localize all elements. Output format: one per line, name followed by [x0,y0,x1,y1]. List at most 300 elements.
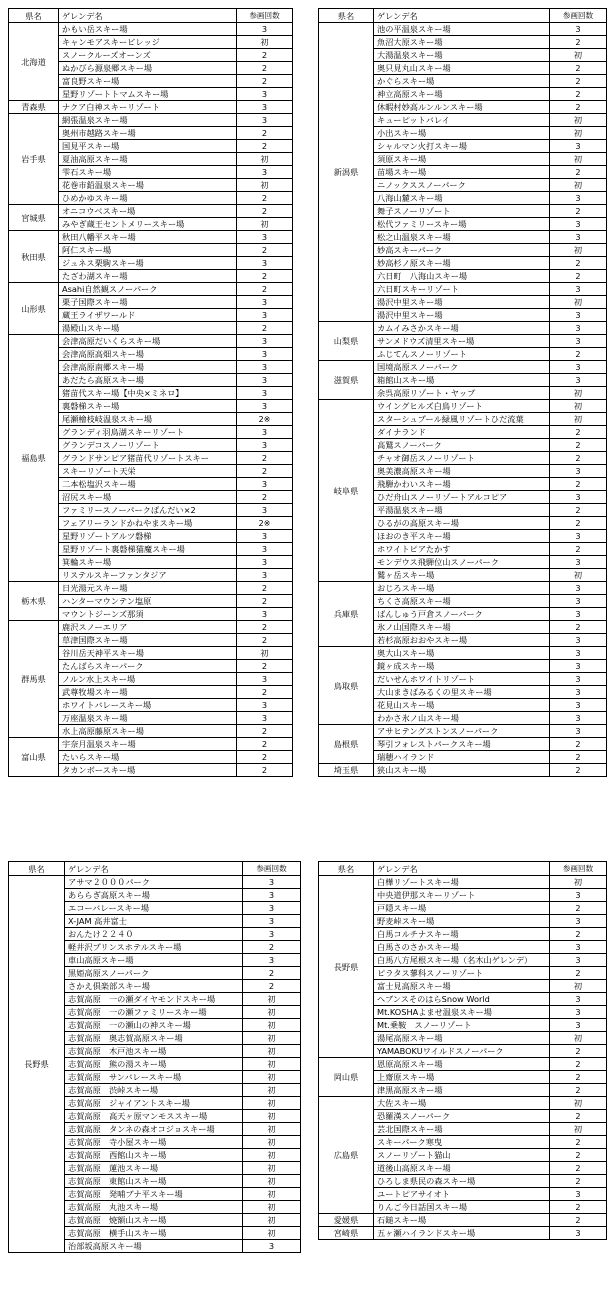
participation-count-cell: 3 [237,296,293,309]
participation-count-cell: 初 [243,993,301,1006]
participation-count-cell: 2 [550,1058,607,1071]
prefecture-cell: 新潟県 [319,23,374,322]
resort-name-cell: 平湯温泉スキー場 [374,504,550,517]
participation-count-cell: 3 [550,725,607,738]
table-header-row [9,862,301,876]
participation-count-cell: 初 [550,1123,607,1136]
table-row [9,621,293,634]
resort-name-cell: 石鎚スキー場 [374,1214,550,1227]
participation-count-cell: 3 [550,889,607,902]
participation-count-cell: 3 [237,257,293,270]
resort-name-cell: 志賀高原 焼額山スキー場 [65,1214,243,1227]
prefecture-cell: 栃木県 [9,582,59,621]
participation-count-cell: 2 [243,941,301,954]
header-pref: 県名 [319,862,374,876]
participation-count-cell: 初 [550,114,607,127]
resort-name-cell: 池の平温泉スキー場 [374,23,550,36]
resort-name-cell: だいせんホワイトリゾート [374,673,550,686]
resort-name-cell: 鷲ヶ岳スキー場 [374,569,550,582]
prefecture-cell: 愛媛県 [319,1214,374,1227]
participation-count-cell: 初 [237,36,293,49]
participation-count-cell: 初 [237,647,293,660]
participation-count-cell: 2 [237,244,293,257]
table-row [9,231,293,244]
resort-name-cell: あだたら高原スキー場 [59,374,237,387]
resort-name-cell: 高鷲スノーパーク [374,439,550,452]
participation-count-cell: 2 [550,1149,607,1162]
header-count: 参画回数 [237,9,293,23]
resort-name-cell: ファミリースノーパークばんだい×2 [59,504,237,517]
header-name: ゲレンデ名 [374,862,550,876]
participation-count-cell: 初 [243,1110,301,1123]
participation-count-cell: 初 [243,1149,301,1162]
participation-count-cell: 3 [550,218,607,231]
table-row [319,1214,607,1227]
participation-count-cell: 3 [550,465,607,478]
resort-name-cell: おじろスキー場 [374,582,550,595]
participation-count-cell: 2 [550,452,607,465]
resort-name-cell: 日光湯元スキー場 [59,582,237,595]
resort-name-cell: 水上高原藤原スキー場 [59,725,237,738]
prefecture-cell: 広島県 [319,1097,374,1214]
participation-count-cell: 3 [550,374,607,387]
resort-name-cell: ダイナランド [374,426,550,439]
resort-name-cell: マウントジーンズ那須 [59,608,237,621]
participation-count-cell: 2 [550,967,607,980]
participation-count-cell: 2 [550,504,607,517]
participation-count-cell: 初 [550,179,607,192]
participation-count-cell: 2 [550,738,607,751]
resort-name-cell: ひだ舟山スノーリゾートアルコピア [374,491,550,504]
participation-count-cell: 3 [550,608,607,621]
participation-count-cell: 3 [550,915,607,928]
resort-name-cell: 花見山スキー場 [374,699,550,712]
resort-name-cell: YAMABOKUワイルドスノーパーク [374,1045,550,1058]
resort-name-cell: 宇奈月温泉スキー場 [59,738,237,751]
resort-name-cell: 志賀高原 ジャイアントスキー場 [65,1097,243,1110]
resort-name-cell: 会津高原南郷スキー場 [59,361,237,374]
table-row [319,725,607,738]
participation-count-cell: 2 [550,1084,607,1097]
prefecture-cell: 福島県 [9,335,59,582]
resort-name-cell: 会津高原高畑スキー場 [59,348,237,361]
participation-count-cell: 3 [550,23,607,36]
table-row [319,361,607,374]
resort-name-cell: 六日町スキーリゾート [374,283,550,296]
resort-name-cell: 鏡ヶ成スキー場 [374,660,550,673]
ski-resort-table-3 [8,861,301,1253]
resort-name-cell: 志賀高原 横手山スキー場 [65,1227,243,1240]
participation-count-cell: 2 [550,166,607,179]
table-header-row [319,862,607,876]
participation-count-cell: 3 [237,608,293,621]
header-pref: 県名 [9,862,65,876]
resort-name-cell: モンデウス飛騨位山スノーパーク [374,556,550,569]
resort-name-cell: 尾瀬檜枝岐温泉スキー場 [59,413,237,426]
participation-count-cell: 3 [237,335,293,348]
resort-name-cell: 網張温泉スキー場 [59,114,237,127]
participation-count-cell: 2 [237,595,293,608]
resort-name-cell: 須原スキー場 [374,153,550,166]
resort-name-cell: X-JAM 高井富士 [65,915,243,928]
resort-name-cell: キューピットバレイ [374,114,550,127]
participation-count-cell: 初 [243,1058,301,1071]
participation-count-cell: 3 [550,954,607,967]
participation-count-cell: 2 [237,686,293,699]
participation-count-cell: 2 [237,725,293,738]
resort-name-cell: 志賀高原 東館山スキー場 [65,1175,243,1188]
resort-name-cell: グランディ羽鳥湖スキーリゾート [59,426,237,439]
prefecture-cell: 岩手県 [9,114,59,205]
participation-count-cell: 3 [550,556,607,569]
participation-count-cell: 3 [550,1006,607,1019]
participation-count-cell: 2 [237,192,293,205]
resort-name-cell: 湯尾高原スキー場 [374,1032,550,1045]
resort-name-cell: 恐羅漢スノーパーク [374,1110,550,1123]
participation-count-cell: 3 [243,915,301,928]
table-row [9,23,293,36]
participation-count-cell: 3 [237,504,293,517]
resort-name-cell: 志賀高原 蓮池スキー場 [65,1162,243,1175]
resort-name-cell: ほおのき平スキー場 [374,530,550,543]
participation-count-cell: 3 [550,322,607,335]
participation-count-cell: 初 [243,1227,301,1240]
resort-name-cell: 志賀高原 一の瀬ファミリースキー場 [65,1006,243,1019]
participation-count-cell: 3 [550,361,607,374]
participation-count-cell: 2 [237,322,293,335]
participation-count-cell: 2 [237,62,293,75]
resort-name-cell: 大湯温泉スキー場 [374,49,550,62]
resort-name-cell: スノーリゾート猫山 [374,1149,550,1162]
resort-name-cell: 沼尻スキー場 [59,491,237,504]
participation-count-cell: 3 [237,426,293,439]
resort-name-cell: Asahi自然観スノーパーク [59,283,237,296]
participation-count-cell: 2 [550,1071,607,1084]
participation-count-cell: 3 [237,231,293,244]
participation-count-cell: 2 [550,1045,607,1058]
participation-count-cell: 2 [550,62,607,75]
header-name: ゲレンデ名 [59,9,237,23]
participation-count-cell: 3 [237,88,293,101]
resort-name-cell: スターシュプール緑風リゾートひだ流葉 [374,413,550,426]
participation-count-cell: 初 [243,1032,301,1045]
participation-count-cell: 初 [550,387,607,400]
participation-count-cell: 3 [550,283,607,296]
participation-count-cell: 初 [243,1006,301,1019]
resort-name-cell: 志賀高原 一の瀬山の神スキー場 [65,1019,243,1032]
participation-count-cell: 3 [550,686,607,699]
prefecture-cell: 秋田県 [9,231,59,283]
participation-count-cell: 2 [550,348,607,361]
resort-name-cell: アサマ２０００パーク [65,876,243,889]
participation-count-cell: 初 [237,218,293,231]
participation-count-cell: 3 [237,673,293,686]
resort-name-cell: 湯沢中里スキー場 [374,296,550,309]
resort-name-cell: スノークルーズオーンズ [59,49,237,62]
participation-count-cell: 2 [237,140,293,153]
participation-count-cell: 初 [243,1019,301,1032]
resort-name-cell: 松之山温泉スキー場 [374,231,550,244]
resort-name-cell: たざわ湖スキー場 [59,270,237,283]
resort-name-cell: 余呉高原リゾート・ヤップ [374,387,550,400]
participation-count-cell: 3 [237,166,293,179]
participation-count-cell: 初 [550,980,607,993]
participation-count-cell: 初 [243,1162,301,1175]
participation-count-cell: 3 [550,1227,607,1240]
participation-count-cell: 3 [550,595,607,608]
table-row [319,1058,607,1071]
participation-count-cell: 3 [243,1240,301,1253]
participation-count-cell: 2 [243,980,301,993]
participation-count-cell: 3 [550,1019,607,1032]
resort-name-cell: 恩原高原スキー場 [374,1058,550,1071]
participation-count-cell: 初 [550,569,607,582]
participation-count-cell: 2 [237,127,293,140]
participation-count-cell: 3 [550,941,607,954]
participation-count-cell: 2 [237,738,293,751]
resort-name-cell: タカンボースキー場 [59,764,237,777]
resort-name-cell: 志賀高原 寺小屋スキー場 [65,1136,243,1149]
participation-count-cell: 2 [550,75,607,88]
participation-count-cell: 3 [550,335,607,348]
resort-name-cell: 星野リゾートアルツ磐梯 [59,530,237,543]
resort-name-cell: 野麦峠スキー場 [374,915,550,928]
resort-name-cell: 谷川岳天神平スキー場 [59,647,237,660]
resort-name-cell: 秋田八幡平スキー場 [59,231,237,244]
prefecture-cell: 富山県 [9,738,59,777]
participation-count-cell: 2 [550,543,607,556]
resort-name-cell: 苗場スキー場 [374,166,550,179]
resort-name-cell: 志賀高原 発哺ブナ平スキー場 [65,1188,243,1201]
participation-count-cell: 2 [550,764,607,777]
participation-count-cell: 2 [237,491,293,504]
participation-count-cell: 初 [243,1201,301,1214]
resort-name-cell: 箱館山スキー場 [374,374,550,387]
prefecture-cell: 山形県 [9,283,59,335]
resort-name-cell: チャオ御岳スノーリゾート [374,452,550,465]
resort-name-cell: 白樺リゾートスキー場 [374,876,550,889]
header-count: 参画回数 [243,862,301,876]
prefecture-cell: 滋賀県 [319,361,374,400]
resort-name-cell: あららぎ高原スキー場 [65,889,243,902]
table-row [9,876,301,889]
prefecture-cell: 長野県 [9,876,65,1253]
resort-name-cell: 六日町 八海山スキー場 [374,270,550,283]
header-pref: 県名 [319,9,374,23]
table-header-row [9,9,293,23]
participation-count-cell: 3 [550,140,607,153]
resort-name-cell: 国見平スキー場 [59,140,237,153]
table-row [9,738,293,751]
participation-count-cell: 3 [550,993,607,1006]
participation-count-cell: 2 [550,205,607,218]
participation-count-cell: 初 [243,1123,301,1136]
resort-name-cell: たいらスキー場 [59,751,237,764]
prefecture-cell: 山梨県 [319,322,374,361]
prefecture-cell: 岐阜県 [319,400,374,582]
resort-name-cell: 若杉高原おおやスキー場 [374,634,550,647]
prefecture-cell: 埼玉県 [319,764,374,777]
resort-name-cell: 志賀高原 熊の湯スキー場 [65,1058,243,1071]
participation-count-cell: 3 [550,647,607,660]
participation-count-cell: 2※ [237,517,293,530]
participation-count-cell: 2 [550,439,607,452]
participation-count-cell: 3 [237,23,293,36]
resort-name-cell: ジュネス栗駒スキー場 [59,257,237,270]
resort-name-cell: 雫石スキー場 [59,166,237,179]
participation-count-cell: 初 [550,876,607,889]
participation-count-cell: 3 [243,889,301,902]
resort-name-cell: ナクア白神スキーリゾート [59,101,237,114]
table-header-row [319,9,607,23]
header-count: 参画回数 [550,862,607,876]
resort-name-cell: りんご今日話国スキー場 [374,1201,550,1214]
participation-count-cell: 3 [237,361,293,374]
participation-count-cell: 2※ [237,413,293,426]
resort-name-cell: ホワイトピアたかす [374,543,550,556]
participation-count-cell: 初 [237,179,293,192]
resort-name-cell: 鹿沢スノーエリア [59,621,237,634]
resort-name-cell: 富士見高原スキー場 [374,980,550,993]
resort-name-cell: 草津国際スキー場 [59,634,237,647]
resort-name-cell: グランデコスノーリゾート [59,439,237,452]
participation-count-cell: 2 [550,270,607,283]
resort-name-cell: 芸北国際スキー場 [374,1123,550,1136]
resort-name-cell: 舞子スノーリゾート [374,205,550,218]
participation-count-cell: 3 [237,348,293,361]
participation-count-cell: 2 [237,764,293,777]
resort-name-cell: 休暇村妙高ルンルンスキー場 [374,101,550,114]
resort-name-cell: 猪苗代スキー場【中央×ミネロ】 [59,387,237,400]
resort-name-cell: 八海山麓スキー場 [374,192,550,205]
resort-name-cell: 志賀高原 高天ヶ原マンモススキー場 [65,1110,243,1123]
resort-name-cell: 志賀高原 西館山スキー場 [65,1149,243,1162]
resort-name-cell: リステルスキーファンタジア [59,569,237,582]
participation-count-cell: 2 [550,517,607,530]
participation-count-cell: 3 [550,530,607,543]
prefecture-cell: 岡山県 [319,1058,374,1097]
resort-name-cell: 氷ノ山国際スキー場 [374,621,550,634]
prefecture-cell: 鳥取県 [319,647,374,725]
resort-name-cell: アサヒテングストンスノーパーク [374,725,550,738]
table-row [319,1227,607,1240]
resort-name-cell: スキーパーク寒曳 [374,1136,550,1149]
table-row [9,335,293,348]
participation-count-cell: 3 [237,478,293,491]
resort-name-cell: ぬかびら源泉郷スキー場 [59,62,237,75]
participation-count-cell: 3 [550,192,607,205]
participation-count-cell: 3 [237,543,293,556]
resort-name-cell: 大佐スキー場 [374,1097,550,1110]
header-pref: 県名 [9,9,59,23]
participation-count-cell: 3 [550,673,607,686]
participation-count-cell: 2 [550,1175,607,1188]
participation-count-cell: 初 [550,400,607,413]
resort-name-cell: 栗子国際スキー場 [59,296,237,309]
resort-name-cell: 妙高杉ノ原スキー場 [374,257,550,270]
participation-count-cell: 初 [550,49,607,62]
participation-count-cell: 3 [237,569,293,582]
prefecture-cell: 青森県 [9,101,59,114]
resort-name-cell: ひろしま県民の森スキー場 [374,1175,550,1188]
participation-count-cell: 2 [237,49,293,62]
participation-count-cell: 3 [243,954,301,967]
resort-name-cell: 神立高原スキー場 [374,88,550,101]
prefecture-cell: 兵庫県 [319,582,374,647]
ski-resort-table-1 [8,8,293,777]
resort-name-cell: サンメドウズ清里スキー場 [374,335,550,348]
participation-count-cell: 初 [550,296,607,309]
ski-resort-table-2 [318,8,607,777]
resort-name-cell: 会津高原だいくらスキー場 [59,335,237,348]
participation-count-cell: 3 [550,660,607,673]
participation-count-cell: 3 [237,101,293,114]
participation-count-cell: 2 [550,1214,607,1227]
resort-name-cell: 中央道伊那スキーリゾート [374,889,550,902]
resort-name-cell: カムイみさかスキー場 [374,322,550,335]
resort-name-cell: 瑞穂ハイランド [374,751,550,764]
participation-count-cell: 2 [237,621,293,634]
resort-name-cell: 小出スキー場 [374,127,550,140]
resort-name-cell: 阿仁スキー場 [59,244,237,257]
resort-name-cell: 戸隠スキー場 [374,902,550,915]
participation-count-cell: 2 [550,478,607,491]
prefecture-cell: 宮城県 [9,205,59,231]
resort-name-cell: ハンターマウンテン塩原 [59,595,237,608]
participation-count-cell: 初 [243,1175,301,1188]
resort-name-cell: ふじてんスノーリゾート [374,348,550,361]
participation-count-cell: 2 [550,88,607,101]
table-row [319,647,607,660]
participation-count-cell: 2 [550,1162,607,1175]
table-row [9,114,293,127]
table-row [319,764,607,777]
resort-name-cell: 狭山スキー場 [374,764,550,777]
resort-name-cell: 五ヶ瀬ハイランドスキー場 [374,1227,550,1240]
participation-count-cell: 3 [237,439,293,452]
participation-count-cell: 3 [243,876,301,889]
resort-name-cell: 奥只見丸山スキー場 [374,62,550,75]
resort-name-cell: 津黒高原スキー場 [374,1084,550,1097]
participation-count-cell: 2 [550,902,607,915]
table-row [9,582,293,595]
participation-count-cell: 2 [237,465,293,478]
participation-count-cell: 2 [550,36,607,49]
table-row [319,23,607,36]
resort-name-cell: さかえ倶楽部スキー場 [65,980,243,993]
table-row [319,400,607,413]
participation-count-cell: 3 [237,556,293,569]
participation-count-cell: 初 [550,1032,607,1045]
resort-name-cell: 治部坂高原スキー場 [65,1240,243,1253]
resort-name-cell: 黒姫高原スノーパーク [65,967,243,980]
resort-name-cell: 奥州市越路スキー場 [59,127,237,140]
participation-count-cell: 初 [243,1214,301,1227]
resort-name-cell: 魚沼大原スキー場 [374,36,550,49]
participation-count-cell: 2 [237,452,293,465]
participation-count-cell: 2 [237,634,293,647]
resort-name-cell: グランドサンピア猪苗代リゾートスキー [59,452,237,465]
participation-count-cell: 3 [550,634,607,647]
participation-count-cell: 2 [237,270,293,283]
resort-name-cell: スキーリゾート天栄 [59,465,237,478]
resort-name-cell: ユートピアサイオト [374,1188,550,1201]
participation-count-cell: 3 [550,1188,607,1201]
resort-name-cell: ひめかゆスキー場 [59,192,237,205]
resort-name-cell: 富良野スキー場 [59,75,237,88]
participation-count-cell: 初 [237,153,293,166]
resort-name-cell: おんたけ２２４０ [65,928,243,941]
